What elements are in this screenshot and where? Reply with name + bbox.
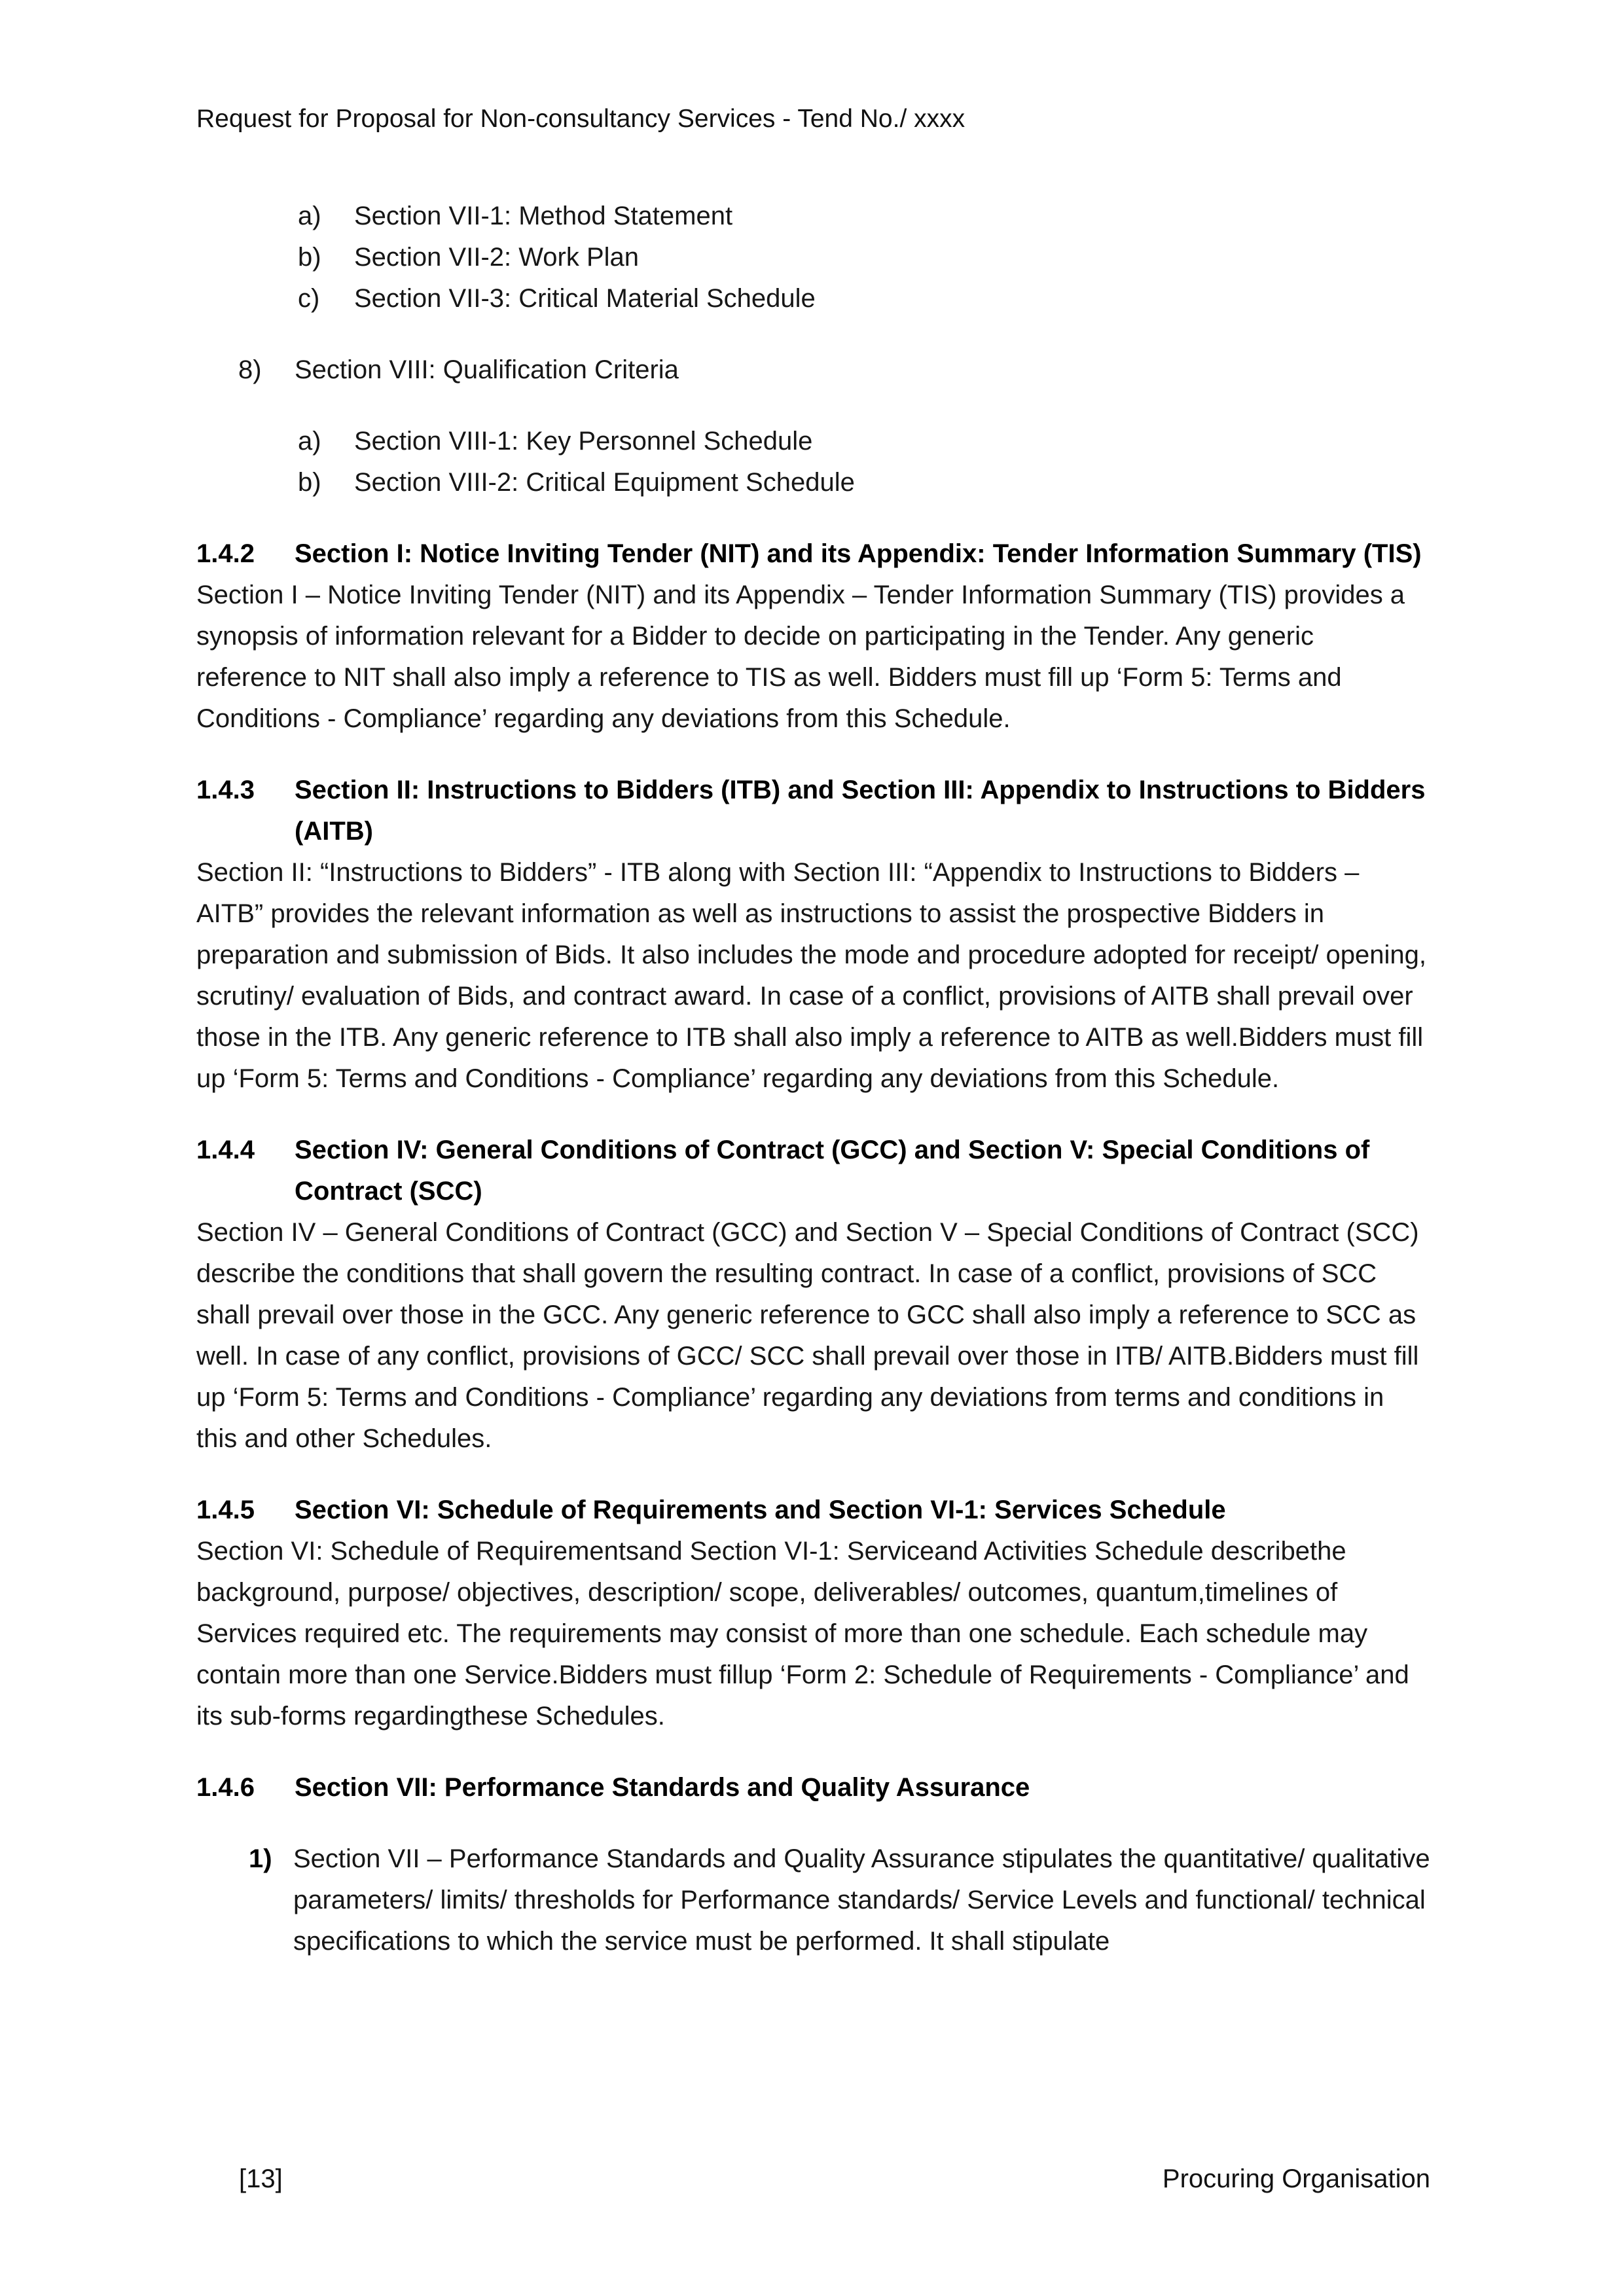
section-viii-sublist [298,421,1430,503]
numbered-item-1 [249,1839,1430,1962]
heading-number: 1.4.2 [196,539,255,568]
list-item [298,278,1430,319]
heading-1-4-2 [196,533,1430,575]
list-item-text: Section VIII: Qualification Criteria [295,355,679,384]
list-marker: c) [298,284,320,313]
heading-title: Section I: Notice Inviting Tender (NIT) and its Appendix: Tender Information Summary (TIS) [295,539,1422,568]
list-marker: b) [298,468,321,497]
heading-title: Section VII: Performance Standards and Quality Assurance [295,1773,1030,1802]
page-number: [13] [239,2164,283,2193]
heading-number: 1.4.5 [196,1496,255,1524]
heading-1-4-4 [196,1130,1430,1212]
list-item-text: Section VIII-1: Key Personnel Schedule [354,427,813,456]
heading-number: 1.4.3 [196,776,255,804]
list-marker: b) [298,243,321,272]
list-item [298,237,1430,278]
page-content [196,98,1430,1962]
section-vii-sublist [298,196,1430,319]
list-marker: 1) [249,1844,272,1873]
list-item-text: Section VII-1: Method Statement [354,202,733,230]
paragraph-1-4-3: Section II: “Instructions to Bidders” - ITB along with Section III: “Appendix to Instructions to Bidders – AITB” provides the relevant information as well as instructions to assist the prospective Bidders in preparation and submission of Bids. It also includes the mode and procedure adopted for receipt/ opening, scrutiny/ evaluation of Bids, and contract award. In case of a conflict, provisions of AITB shall prevail over those in the ITB. Any generic reference to ITB shall also imply a reference to AITB as well.Bidders must fill up ‘Form 5: Terms and Conditions - Compliance’ regarding any deviations from this Schedule. [196,858,1426,1093]
footer-organisation: Procuring Organisation [1162,2164,1430,2193]
list-marker: a) [298,427,321,456]
heading-1-4-5 [196,1490,1430,1531]
list-item [238,350,1430,391]
paragraph-1-4-4: Section IV – General Conditions of Contract (GCC) and Section V – Special Conditions of Contract (SCC) describe the conditions that shall govern the resulting contract. In case of a conflict, provisions of SCC shall prevail over those in the GCC. Any generic reference to GCC shall also imply a reference to SCC as well. In case of any conflict, provisions of GCC/ SCC shall prevail over those in ITB/ AITB.Bidders must fill up ‘Form 5: Terms and Conditions - Compliance’ regarding any deviations from terms and conditions in this and other Schedules. [196,1218,1419,1453]
heading-1-4-3 [196,770,1430,852]
list-item [298,421,1430,462]
paragraph-1-4-2: Section I – Notice Inviting Tender (NIT) and its Appendix – Tender Information Summary (TIS) provides a synopsis of information relevant for a Bidder to decide on participating in the Tender. Any generic reference to NIT shall also imply a reference to TIS as well. Bidders must fill up ‘Form 5: Terms and Conditions - Compliance’ regarding any deviations from this Schedule. [196,581,1405,733]
list-item-text: Section VII-3: Critical Material Schedule [354,284,816,313]
paragraph-1-4-5: Section VI: Schedule of Requirementsand Section VI-1: Serviceand Activities Schedule describethe background, purpose/ objectives, description/ scope, deliverables/ outcomes, quantum,timelines of Services required etc. The requirements may consist of more than one schedule. Each schedule may contain more than one Service.Bidders must fillup ‘Form 2: Schedule of Requirements - Compliance’ and its sub-forms regardingthese Schedules. [196,1537,1409,1731]
heading-number: 1.4.6 [196,1773,255,1802]
list-marker: a) [298,202,321,230]
heading-number: 1.4.4 [196,1136,255,1164]
page-header: Request for Proposal for Non-consultancy Services - Tend No./ xxxx [196,105,965,133]
heading-title: Section IV: General Conditions of Contract (GCC) and Section V: Special Conditions of Contract (SCC) [295,1136,1370,1206]
list-item-text: Section VII – Performance Standards and Quality Assurance stipulates the quantitative/ qualitative parameters/ limits/ thresholds for Performance standards/ Service Levels and functional/ technical specifications to which the service must be performed. It shall stipulate [293,1844,1430,1956]
list-item-text: Section VII-2: Work Plan [354,243,639,272]
list-marker: 8) [238,355,262,384]
page-footer [196,2159,1430,2200]
list-item [298,462,1430,503]
list-item [298,196,1430,237]
item-8 [238,350,1430,391]
heading-title: Section VI: Schedule of Requirements and Section VI-1: Services Schedule [295,1496,1226,1524]
heading-1-4-6 [196,1767,1430,1808]
list-item-text: Section VIII-2: Critical Equipment Schedule [354,468,855,497]
heading-title: Section II: Instructions to Bidders (ITB) and Section III: Appendix to Instructions to Bidders (AITB) [295,776,1426,846]
